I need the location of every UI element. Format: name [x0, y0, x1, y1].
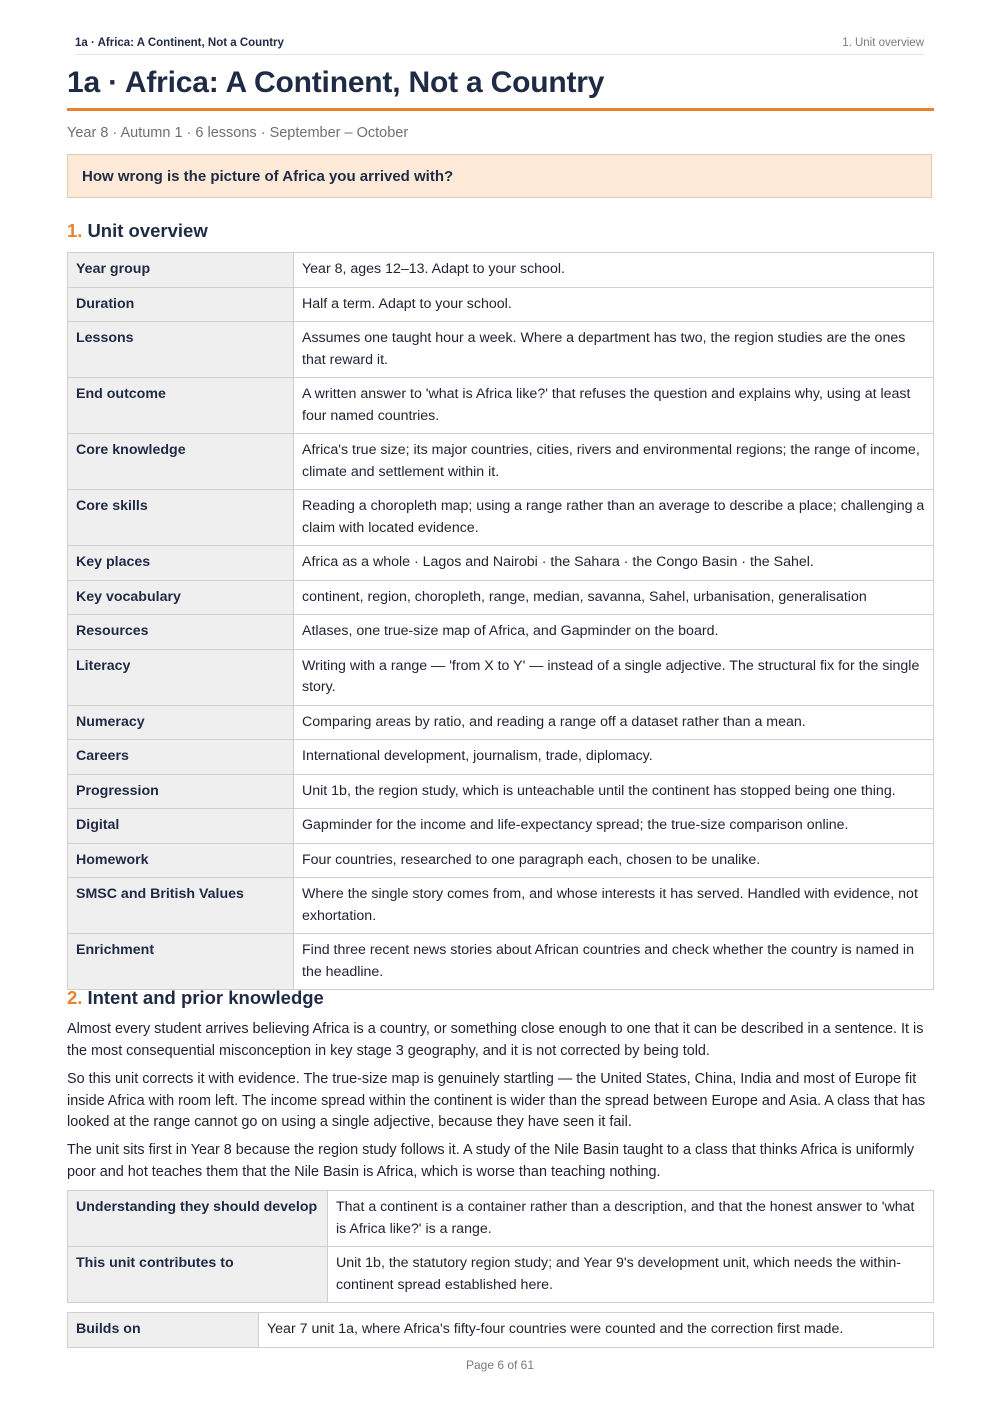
table-row: [68, 322, 934, 378]
table-row: [68, 1191, 934, 1247]
table-row: [68, 287, 934, 322]
table-row: [68, 1313, 934, 1348]
table-row: [68, 546, 934, 581]
row-value: Comparing areas by ratio, and reading a range off a dataset rather than a mean.: [294, 705, 934, 740]
row-value: International development, journalism, trade, diplomacy.: [294, 740, 934, 775]
row-value: Assumes one taught hour a week. Where a department has two, the region studies are the ones that reward it.: [294, 322, 934, 378]
key-question-text: How wrong is the picture of Africa you arrived with?: [82, 167, 454, 185]
row-label: Numeracy: [68, 705, 294, 740]
row-label: Year group: [68, 253, 294, 288]
table-row: [68, 615, 934, 650]
row-label: Core skills: [68, 490, 294, 546]
row-label: End outcome: [68, 378, 294, 434]
row-value: Year 8, ages 12–13. Adapt to your school.: [294, 253, 934, 288]
row-value: Find three recent news stories about African countries and check whether the country is named in the headline.: [294, 934, 934, 990]
table-row: [68, 1247, 934, 1303]
intent-paragraph: Almost every student arrives believing Africa is a country, or something close enough to one that it can be described in a sentence. It is the most consequential misconception in key stage 3 geography, and it is not corrected by being told.: [67, 1021, 924, 1059]
running-header: [75, 37, 924, 55]
row-value: Where the single story comes from, and whose interests it has served. Handled with evidence, not exhortation.: [294, 878, 934, 934]
row-label: Enrichment: [68, 934, 294, 990]
row-label: Progression: [68, 774, 294, 809]
row-label: Lessons: [68, 322, 294, 378]
row-value: Half a term. Adapt to your school.: [294, 287, 934, 322]
running-header-section: 1. Unit overview: [842, 37, 924, 49]
row-label: Understanding they should develop: [68, 1191, 328, 1247]
intent-paragraph: The unit sits first in Year 8 because the region study follows it. A study of the Nile Basin taught to a class that thinks Africa is uniformly poor and hot teaches them that the Nile Basin is Africa, which is worse than teaching nothing.: [67, 1142, 915, 1180]
running-header-title: 1a · Africa: A Continent, Not a Country: [75, 37, 284, 49]
row-value: Unit 1b, the statutory region study; and Year 9's development unit, which needs the within-continent spread established here.: [328, 1247, 934, 1303]
row-label: Homework: [68, 843, 294, 878]
row-value: continent, region, choropleth, range, median, savanna, Sahel, urbanisation, generalisation: [294, 580, 934, 615]
section-title: Intent and prior knowledge: [87, 987, 324, 1008]
row-label: Duration: [68, 287, 294, 322]
unit-meta: Year 8 · Autumn 1 · 6 lessons · September – October: [67, 125, 409, 141]
table-row: [68, 490, 934, 546]
row-value: Writing with a range — 'from X to Y' — instead of a single adjective. The structural fix for the single story.: [294, 649, 934, 705]
table-row: [68, 705, 934, 740]
row-value: Gapminder for the income and life-expectancy spread; the true-size comparison online.: [294, 809, 934, 844]
row-value: That a continent is a container rather than a description, and that the honest answer to 'what is Africa like?' is a range.: [328, 1191, 934, 1247]
row-value: Four countries, researched to one paragraph each, chosen to be unalike.: [294, 843, 934, 878]
row-label: Builds on: [68, 1313, 259, 1348]
row-label: Resources: [68, 615, 294, 650]
row-label: Digital: [68, 809, 294, 844]
section-title: Unit overview: [87, 220, 208, 241]
row-value: Africa as a whole · Lagos and Nairobi · the Sahara · the Congo Basin · the Sahel.: [294, 546, 934, 581]
intent-paragraph: So this unit corrects it with evidence. The true-size map is genuinely startling — the United States, China, India and most of Europe fit inside Africa with room left. The income spread within the continent is wider than the spread between Europe and Asia. A class that has looked at the range cannot go on using a single adjective, because they have seen it fail.: [67, 1071, 926, 1130]
understanding-table: [67, 1190, 934, 1303]
table-row: [68, 809, 934, 844]
row-value: A written answer to 'what is Africa like?' that refuses the question and explains why, using at least four named countries.: [294, 378, 934, 434]
row-label: This unit contributes to: [68, 1247, 328, 1303]
row-value: Year 7 unit 1a, where Africa's fifty-four countries were counted and the correction first made.: [259, 1313, 934, 1348]
table-row: [68, 434, 934, 490]
row-label: SMSC and British Values: [68, 878, 294, 934]
table-row: [68, 378, 934, 434]
table-row: [68, 253, 934, 288]
section-number: 2.: [67, 987, 83, 1008]
unit-overview-table: [67, 252, 934, 990]
table-row: [68, 843, 934, 878]
table-row: [68, 934, 934, 990]
builds-on-table: [67, 1312, 934, 1348]
row-label: Careers: [68, 740, 294, 775]
table-row: [68, 740, 934, 775]
table-row: [68, 649, 934, 705]
section-heading-intent: [67, 987, 324, 1009]
page-number: Page 6 of 61: [465, 1358, 535, 1372]
key-question-callout: [67, 154, 932, 198]
row-label: Literacy: [68, 649, 294, 705]
table-row: [68, 878, 934, 934]
section-heading-unit-overview: [67, 220, 208, 242]
row-value: Africa's true size; its major countries, cities, rivers and environmental regions; the range of income, climate and settlement within it.: [294, 434, 934, 490]
row-value: Atlases, one true-size map of Africa, and Gapminder on the board.: [294, 615, 934, 650]
section-number: 1.: [67, 220, 83, 241]
page-title: 1a · Africa: A Continent, Not a Country: [67, 66, 934, 111]
row-label: Key vocabulary: [68, 580, 294, 615]
row-label: Key places: [68, 546, 294, 581]
table-row: [68, 580, 934, 615]
row-value: Unit 1b, the region study, which is unteachable until the continent has stopped being one thing.: [294, 774, 934, 809]
row-label: Core knowledge: [68, 434, 294, 490]
row-value: Reading a choropleth map; using a range rather than an average to describe a place; challenging a claim with located evidence.: [294, 490, 934, 546]
table-row: [68, 774, 934, 809]
